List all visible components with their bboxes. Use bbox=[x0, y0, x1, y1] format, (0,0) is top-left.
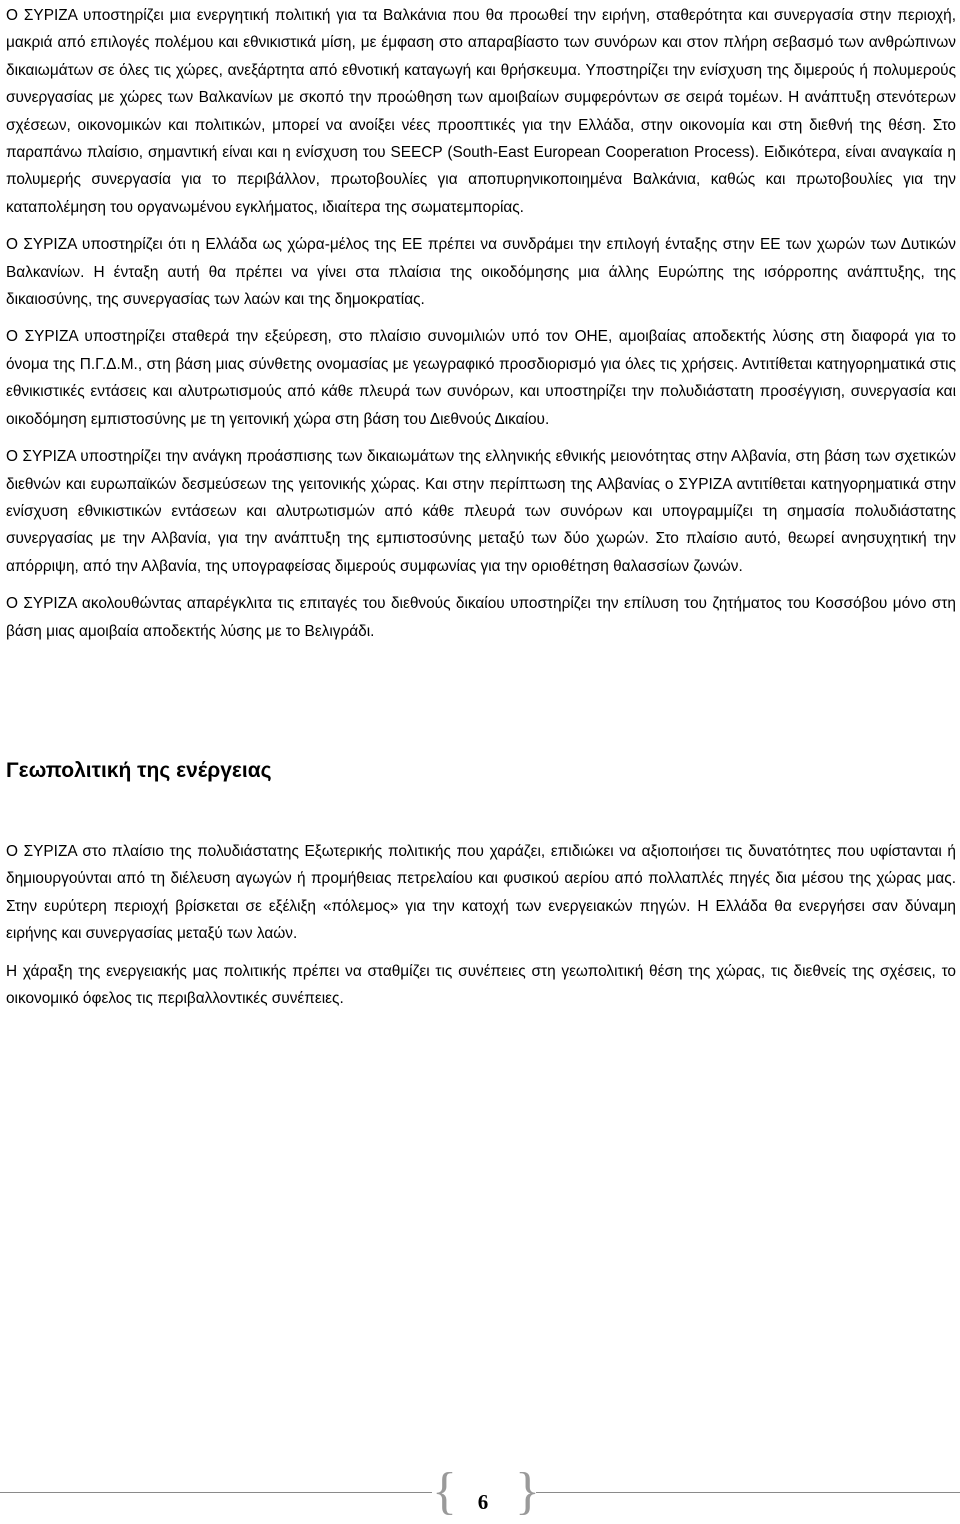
paragraph-eu-accession: Ο ΣΥΡΙΖΑ υποστηρίζει ότι η Ελλάδα ως χώρα-μέλος της ΕΕ πρέπει να συνδράμει την επιλογή ένταξης στην ΕΕ των χωρών των Δυτικών Βαλκανίων. Η ένταξη αυτή θα πρέπει να γίνει στα πλαίσια της οικοδόμησης μια άλλης Ευρώπης της ισόρροπης ανάπτυξης, της δικαιοσύνης, της συνεργασίας των λαών και της δημοκρατίας. bbox=[6, 236, 956, 309]
paragraph-balkans-policy: Ο ΣΥΡΙΖΑ υποστηρίζει μια ενεργητική πολιτική για τα Βαλκάνια που θα προωθεί την ειρήνη, σταθερότητα και συνεργασία στην περιοχή, μακριά από επιλογές πολέμου και εθνικιστικά μίση, με έμφαση στο απαραβίαστο των συνόρων και στον πλήρη σεβασμό των ανθρώπινων δικαιωμάτων σε όλες τις χώρες, ανεξάρτητα από εθνοτική καταγωγή και θρήσκευμα. Υποστηρίζει την ενίσχυση της διμερούς ή πολυμερούς συνεργασίας με χώρες των Βαλκανίων με σκοπό την προώθηση των αμοιβαίων συμφερόντων σε σειρά τομέων. Η ανάπτυξη στενότερων σχέσεων, οικονομικών και πολιτικών, μπορεί να ανοίξει νέες προοπτικές για την Ελλάδα, στην οικονομία και στη διεθνή της θέση. Στο παραπάνω πλαίσιο, σημαντική είναι και η ενίσχυση του SEECP (South-East European Cooperatιon Process). Ειδικότερα, είναι αναγκαία η πολυμερής συνεργασία για το περιβάλλον, πρωτοβουλίες για αποπυρηνικοποιημένα Βαλκάνια, καθώς και πρωτοβουλίες για την καταπολέμηση του οργανωμένου εγκλήματος, ιδιαίτερα της σωματεμπορίας. bbox=[6, 7, 956, 216]
page-content bbox=[6, 2, 956, 1012]
paragraph-fyrom-name: Ο ΣΥΡΙΖΑ υποστηρίζει σταθερά την εξεύρεση, στο πλαίσιο συνομιλιών υπό τον ΟΗΕ, αμοιβαίας αποδεκτής λύσης στη διαφορά για το όνομα της Π.Γ.Δ.Μ., στη βάση μιας σύνθετης ονομασίας με γεωγραφικό προσδιορισμό για όλες τις χρήσεις. Αντιτίθεται κατηγορηματικά στις εθνικιστικές εντάσεις και αλυτρωτισμούς από κάθε πλευρά των συνόρων, και υποστηρίζει την πολυδιάστατη προσέγγιση, συνεργασία και οικοδόμηση εμπιστοσύνης με τη γειτονική χώρα στη βάση του Διεθνούς Δικαίου. bbox=[6, 328, 956, 428]
paragraph-energy-policy: Η χάραξη της ενεργειακής μας πολιτικής πρέπει να σταθμίζει τις συνέπειες στη γεωπολιτική θέση της χώρας, τις διεθνείς της σχέσεις, το οικονομικό όφελος τις περιβαλλοντικές συνέπειες. bbox=[6, 962, 956, 1007]
footer-brace-left: { bbox=[432, 1463, 457, 1520]
paragraph-energy-routes: Ο ΣΥΡΙΖΑ στο πλαίσιο της πολυδιάστατης Εξωτερικής πολιτικής που χαράζει, επιδιώκει να αξιοποιήσει τις δυνατότητες που υφίστανται ή δημιουργούνται από τη διέλευση αγωγών ή προμήθειας πετρελαίου και φυσικού αερίου από πολλαπλές πηγές δια μέσου της χώρας μας. Στην ευρύτερη περιοχή βρίσκεται σε εξέλιξη «πόλεμος» για την κατοχή των ενεργειακών πηγών. Η Ελλάδα θα ενεργήσει σαν δύναμη ειρήνης και συνεργασίας μεταξύ των λαών. bbox=[6, 842, 956, 943]
section-heading: Γεωπολιτική της ενέργειας bbox=[6, 758, 272, 782]
paragraph-kosovo: Ο ΣΥΡΙΖΑ ακολουθώντας απαρέγκλιτα τις επιταγές του διεθνούς δικαίου υποστηρίζει την επίλυση του ζητήματος του Κοσσόβου μόνο στη βάση μιας αμοιβαία αποδεκτής λύσης με το Βελιγράδι. bbox=[6, 595, 956, 640]
footer-rule-right bbox=[536, 1492, 960, 1493]
page-number: 6 bbox=[477, 1490, 489, 1514]
footer-rule-left bbox=[0, 1492, 432, 1493]
paragraph-albania: Ο ΣΥΡΙΖΑ υποστηρίζει την ανάγκη προάσπισης των δικαιωμάτων της ελληνικής εθνικής μειονότητας στην Αλβανία, στη βάση των σχετικών διεθνών και ευρωπαϊκών δεσμεύσεων της γειτονικής χώρας. Και στην περίπτωση της Αλβανίας ο ΣΥΡΙΖΑ αντιτίθεται κατηγορηματικά στην ενίσχυση εθνικιστικών εντάσεων και αλυτρωτισμών από κάθε πλευρά των συνόρων και υπογραμμίζει τη σημασία πολυδιάστατης συνεργασίας με την Αλβανία, για την ανάπτυξη της εμπιστοσύνης μεταξύ των δύο χωρών. Στο πλαίσιο αυτό, θεωρεί ανησυχητική την απόρριψη, από την Αλβανία, της υπογραφείσας διμερούς συμφωνίας για την οριοθέτηση θαλασσίων ζωνών. bbox=[6, 448, 956, 575]
footer-brace-right: } bbox=[515, 1463, 540, 1520]
page-footer bbox=[0, 1463, 960, 1524]
